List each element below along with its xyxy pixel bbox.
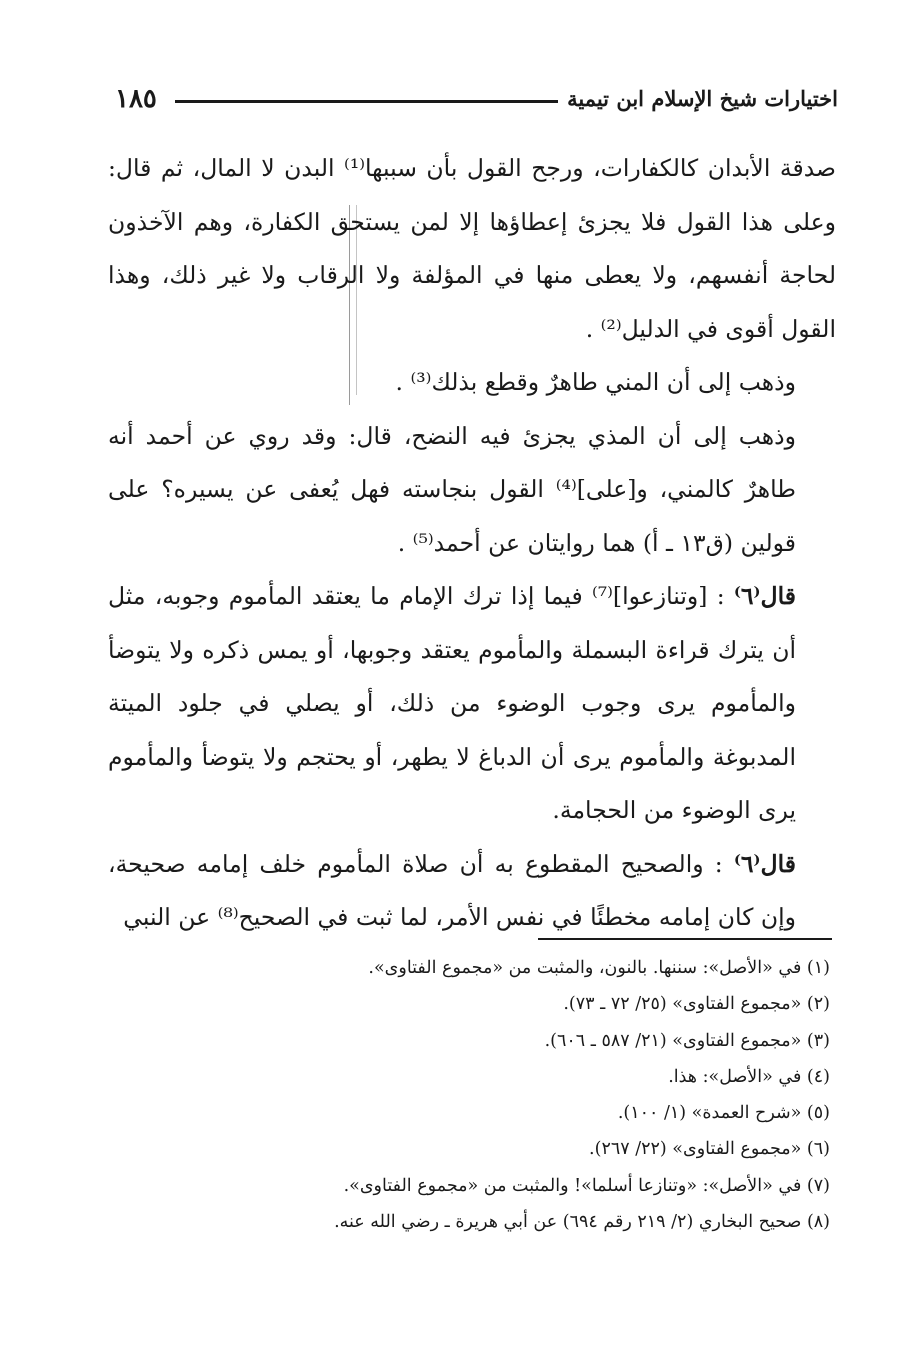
paragraph: [108, 356, 836, 410]
paragraph-text: صدقة الأبدان كالكفارات، ورجح القول بأن سببها⁽¹⁾ البدن لا المال، ثم قال: وعلى هذا القول فلا يجزئ إعطاؤها إلا لمن يستحق الكفارة، وهم الآخذون لحاجة أنفسهم، ولا يعطى منها في المؤلفة ولا الرقاب ولا غير ذلك، وهذا القول أقوى في الدليل⁽²⁾ .: [108, 154, 837, 343]
footnote: (٣) «مجموع الفتاوى» (٢١/ ٥٨٧ ـ ٦٠٦).: [544, 1030, 830, 1051]
paragraph: [108, 838, 836, 945]
main-text: [108, 142, 836, 945]
paragraph-text: : [وتنازعوا]⁽⁷⁾ فيما إذا ترك الإمام ما يعتقد المأموم وجوبه، مثل أن يترك قراءة البسملة والمأموم يعتقد وجوبها، أو يمس ذكره ولا يتوضأ والمأموم يرى وجوب الوضوء من ذلك، أو يصلي في جلود الميتة المدبوغة والمأموم يرى أن الدباغ لا يطهر، أو يحتجم ولا يتوضأ والمأموم يرى الوضوء من الحجامة.: [108, 582, 796, 824]
paragraph-text: وذهب إلى أن المني طاهرٌ وقطع بذلك⁽³⁾ .: [395, 368, 796, 396]
paragraph-text: : والصحيح المقطوع به أن صلاة المأموم خلف إمامه صحيحة، وإن كان إمامه مخطئًا في نفس الأمر، لما ثبت في الصحيح⁽⁸⁾ عن النبي: [108, 849, 796, 931]
paragraph-lead: قال⁽٦⁾: [733, 849, 796, 878]
paragraph: [108, 570, 836, 838]
page-header: [105, 78, 838, 122]
page-number: ١٨٥: [115, 84, 157, 114]
footnote: (٦) «مجموع الفتاوى» (٢٢/ ٢٦٧).: [589, 1139, 830, 1160]
paragraph-lead: قال⁽٦⁾: [733, 582, 796, 610]
running-title: اختيارات شيخ الإسلام ابن تيمية: [567, 86, 838, 111]
footnote: (٨) صحيح البخاري (٢/ ٢١٩ رقم ٦٩٤) عن أبي هريرة ـ رضي الله عنه.: [334, 1212, 830, 1233]
footnote: (١) في «الأصل»: سننها. بالنون، والمثبت من «مجموع الفتاوى».: [368, 958, 830, 978]
footnote: (٧) في «الأصل»: «وتنازعا أسلما»! والمثبت من «مجموع الفتاوى».: [343, 1175, 830, 1196]
header-rule: [175, 100, 558, 103]
paragraph: [108, 410, 836, 571]
footnote-rule: [538, 938, 832, 940]
paragraph-text: وذهب إلى أن المذي يجزئ فيه النضح، قال: وقد روي عن أحمد أنه طاهرٌ كالمني، و[على]⁽⁴⁾ القول بنجاسته فهل يُعفى عن يسيره؟ على قولين (ق١٣ ـ أ) هما روايتان عن أحمد⁽⁵⁾ .: [108, 421, 797, 557]
footnote: (٥) «شرح العمدة» (١/ ١٠٠).: [617, 1103, 830, 1124]
footnotes: [200, 950, 830, 1240]
footnote: (٤) في «الأصل»: هذا.: [668, 1066, 830, 1087]
paragraph: [108, 142, 836, 356]
footnote: (٢) «مجموع الفتاوى» (٢٥/ ٧٢ ـ ٧٣).: [563, 994, 830, 1015]
